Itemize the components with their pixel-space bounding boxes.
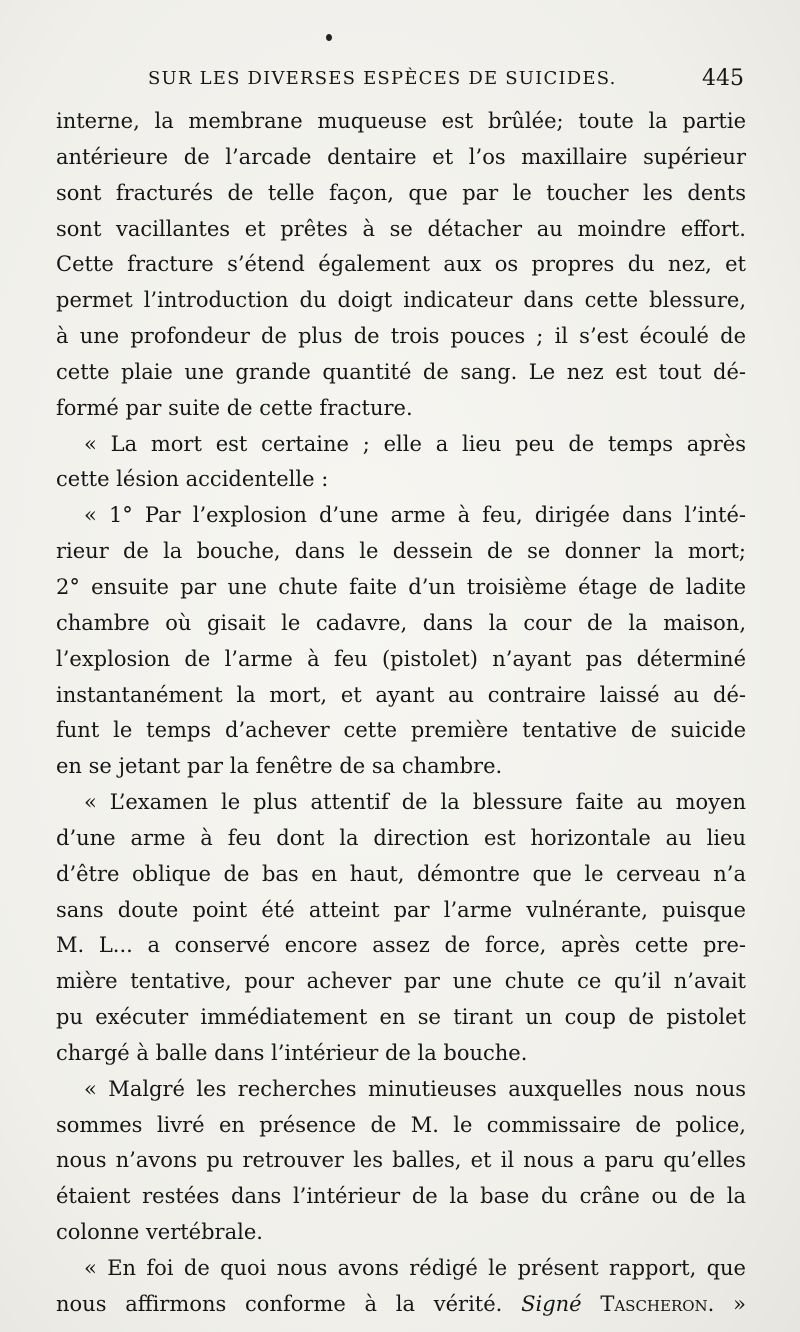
text-line: cette lésion accidentelle : bbox=[56, 467, 329, 492]
closing-line bbox=[56, 1287, 746, 1323]
paragraph-start-line: « Malgré les recherches minutieuses auxquelles nous nous bbox=[84, 1076, 746, 1101]
text-line: pu exécuter immédiatement en se tirant un coup de pistolet bbox=[56, 1005, 746, 1030]
text-line: sans doute point été atteint par l’arme vulnérante, puisque bbox=[56, 897, 746, 922]
running-head bbox=[0, 62, 800, 96]
text-line: antérieure de l’arcade dentaire et l’os maxillaire supérieur bbox=[56, 144, 746, 169]
text-line: d’une arme à feu dont la direction est horizontale au lieu bbox=[56, 825, 746, 850]
text-line: cette plaie une grande quantité de sang. Le nez est tout dé- bbox=[56, 359, 746, 384]
closing-text: nous affirmons conforme à la vérité. bbox=[56, 1291, 503, 1316]
text-line: 2° ensuite par une chute faite d’un troisième étage de ladite bbox=[56, 574, 746, 599]
text-line: chargé à balle dans l’intérieur de la bouche. bbox=[56, 1040, 528, 1065]
text-line: d’être oblique de bas en haut, démontre que le cerveau n’a bbox=[56, 861, 746, 886]
text-line: mière tentative, pour achever par une chute ce qu’il n’avait bbox=[56, 969, 746, 994]
paragraph-start-line: « La mort est certaine ; elle a lieu peu de temps après bbox=[84, 431, 746, 456]
paragraph-start-line: « 1° Par l’explosion d’une arme à feu, dirigée dans l’inté- bbox=[84, 503, 746, 528]
page-number: 445 bbox=[702, 66, 744, 91]
text-line: chambre où gisait le cadavre, dans la cour de la maison, bbox=[56, 610, 746, 635]
print-mark bbox=[326, 34, 332, 41]
paragraph-start-line: « L’examen le plus attentif de la blessure faite au moyen bbox=[84, 790, 746, 815]
text-line: permet l’introduction du doigt indicateur dans cette blessure, bbox=[56, 288, 746, 313]
text-line: colonne vertébrale. bbox=[56, 1220, 263, 1245]
text-line: en se jetant par la fenêtre de sa chambre. bbox=[56, 754, 503, 779]
text-line: funt le temps d’achever cette première tentative de suicide bbox=[56, 718, 746, 743]
text-line: sommes livré en présence de M. le commissaire de police, bbox=[56, 1112, 746, 1137]
text-line: instantanément la mort, et ayant au contraire laissé au dé- bbox=[56, 682, 746, 707]
text-line: Cette fracture s’étend également aux os propres du nez, et bbox=[56, 252, 746, 277]
running-head-title: SUR LES DIVERSES ESPÈCES DE SUICIDES. bbox=[148, 68, 617, 89]
body-text bbox=[56, 104, 746, 1323]
text-line: l’explosion de l’arme à feu (pistolet) n’ayant pas déterminé bbox=[56, 646, 746, 671]
text-line: rieur de la bouche, dans le dessein de se donner la mort; bbox=[56, 539, 746, 564]
text-line: interne, la membrane muqueuse est brûlée; toute la partie bbox=[56, 109, 746, 133]
text-line: nous n’avons pu retrouver les balles, et il nous a paru qu’elles bbox=[56, 1148, 746, 1173]
text-line: sont vacillantes et prêtes à se détacher au moindre effort. bbox=[56, 216, 746, 241]
text-line: à une profondeur de plus de trois pouces ; il s’est écoulé de bbox=[56, 324, 746, 349]
paragraph-start-line: « En foi de quoi nous avons rédigé le présent rapport, que bbox=[84, 1256, 746, 1280]
text-line: sont fracturés de telle façon, que par le toucher les dents bbox=[56, 180, 746, 205]
signed-word: Signé bbox=[521, 1291, 582, 1316]
text-line: M. L... a conservé encore assez de force, après cette pre- bbox=[56, 933, 746, 958]
text-line: formé par suite de cette fracture. bbox=[56, 395, 413, 420]
closing-quote: » bbox=[733, 1291, 746, 1316]
signer-name: Tascheron. bbox=[600, 1291, 715, 1316]
text-line: étaient restées dans l’intérieur de la base du crâne ou de la bbox=[56, 1184, 746, 1209]
